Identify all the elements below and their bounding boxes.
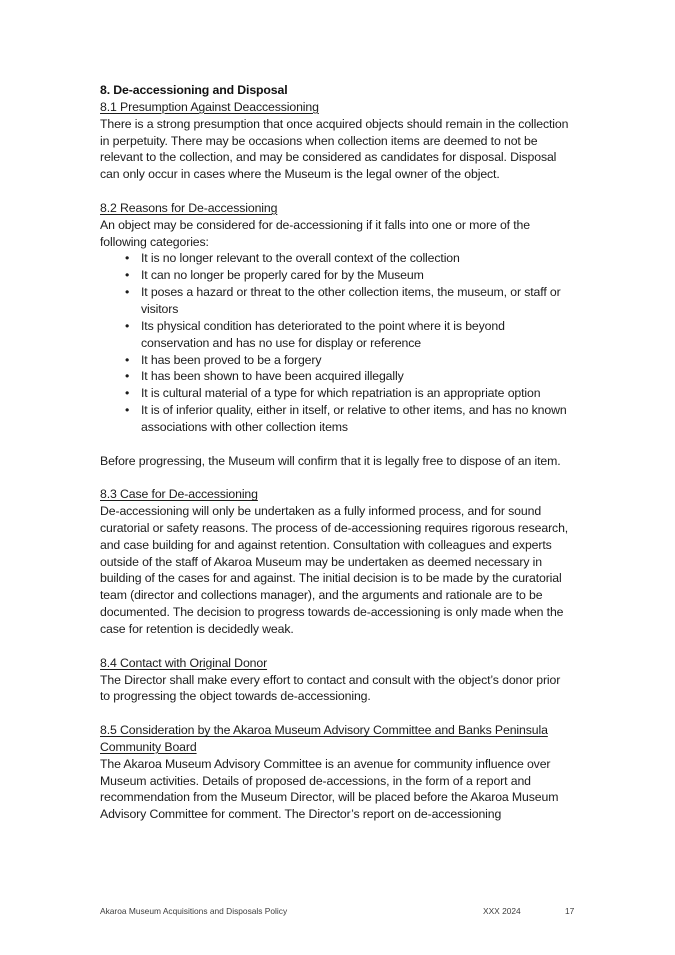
list-item <box>100 284 571 318</box>
paragraph-spacer <box>100 436 571 453</box>
bullet-icon: • <box>125 285 130 300</box>
paragraph-spacer <box>100 638 571 655</box>
page-content <box>100 82 571 823</box>
list-item-label: It has been proved to be a forgery <box>141 352 322 367</box>
heading-8-2: 8.2 Reasons for De-accessioning <box>100 200 278 215</box>
footer-date: XXX 2024 <box>483 906 521 916</box>
list-item <box>100 250 571 267</box>
paragraph-8-1: There is a strong presumption that once acquired objects should remain in the collection in perpetuity. There may be occasions when collection items are deemed to not be relevant to the collection, and may be considered as candidates for disposal. Disposal can only occur in cases where the Museum is the legal owner of the object. <box>100 116 569 182</box>
heading-8-3: 8.3 Case for De-accessioning <box>100 487 258 502</box>
page-footer <box>100 903 580 919</box>
paragraph-8-4: The Director shall make every effort to contact and consult with the object’s donor prior to progressing the object towards de-accessioning. <box>100 672 561 704</box>
bullet-icon: • <box>125 318 130 333</box>
list-item-label: It is of inferior quality, either in itself, or relative to other items, and has no known associations with other collection items <box>141 403 567 434</box>
heading-8-5: 8.5 Consideration by the Akaroa Museum Advisory Committee and Banks Peninsula Community Board <box>100 723 548 754</box>
heading-8-1: 8.1 Presumption Against Deaccessioning <box>100 99 319 114</box>
page-title: 8. De-accessioning and Disposal <box>100 83 288 97</box>
list-item-label: It can no longer be properly cared for by the Museum <box>141 268 424 283</box>
list-item <box>100 402 571 436</box>
bullet-icon: • <box>125 268 130 283</box>
list-item-label: Its physical condition has deteriorated to the point where it is beyond conservation and has no use for display or reference <box>141 318 505 350</box>
paragraph-8-2-closing: Before progressing, the Museum will confirm that it is legally free to dispose of an item. <box>100 453 561 468</box>
list-item-label: It has been shown to have been acquired illegally <box>141 369 404 384</box>
bullet-icon: • <box>125 369 130 384</box>
heading-8-4: 8.4 Contact with Original Donor <box>100 655 268 670</box>
paragraph-spacer <box>100 469 571 486</box>
paragraph-8-3: De-accessioning will only be undertaken as a fully informed process, and for sound curatorial or safety reasons. The process of de-accessioning requires rigorous research, and case building for and against retention. Consultation with colleagues and experts outside of the staff of Akaroa Museum may be undertaken as deemed necessary in building of the cases for and against. The initial decision is to be made by the curatorial team (director and collections manager), and the arguments and rationale are to be documented. The decision to progress towards de-accessioning is only made when the case for retention is decidedly weak. <box>100 504 569 636</box>
bullet-icon: • <box>125 403 130 418</box>
list-item <box>100 267 571 284</box>
reasons-bullet-list <box>100 250 571 435</box>
footer-page-number: 17 <box>565 906 575 916</box>
bullet-icon: • <box>125 251 130 266</box>
list-item-label: It is no longer relevant to the overall context of the collection <box>141 251 460 266</box>
list-item <box>100 385 571 402</box>
bullet-icon: • <box>125 352 130 367</box>
paragraph-8-5: The Akaroa Museum Advisory Committee is an avenue for community influence over Museum activities. Details of proposed de-accessions, in the form of a report and recommendation from the Museum Director, will be placed before the Akaroa Museum Advisory Committee for comment. The Director’s report on de-accessioning <box>100 756 559 822</box>
bullet-icon: • <box>125 386 130 401</box>
list-item <box>100 368 571 385</box>
paragraph-spacer <box>100 705 571 722</box>
list-item-label: It is cultural material of a type for which repatriation is an appropriate option <box>141 386 541 401</box>
paragraph-8-2-intro: An object may be considered for de-accessioning if it falls into one or more of the following categories: <box>100 217 530 249</box>
list-item <box>100 352 571 369</box>
list-item <box>100 318 571 352</box>
paragraph-spacer <box>100 183 571 200</box>
footer-document-title: Akaroa Museum Acquisitions and Disposals Policy <box>100 906 288 916</box>
list-item-label: It poses a hazard or threat to the other collection items, the museum, or staff or visitors <box>141 285 561 316</box>
